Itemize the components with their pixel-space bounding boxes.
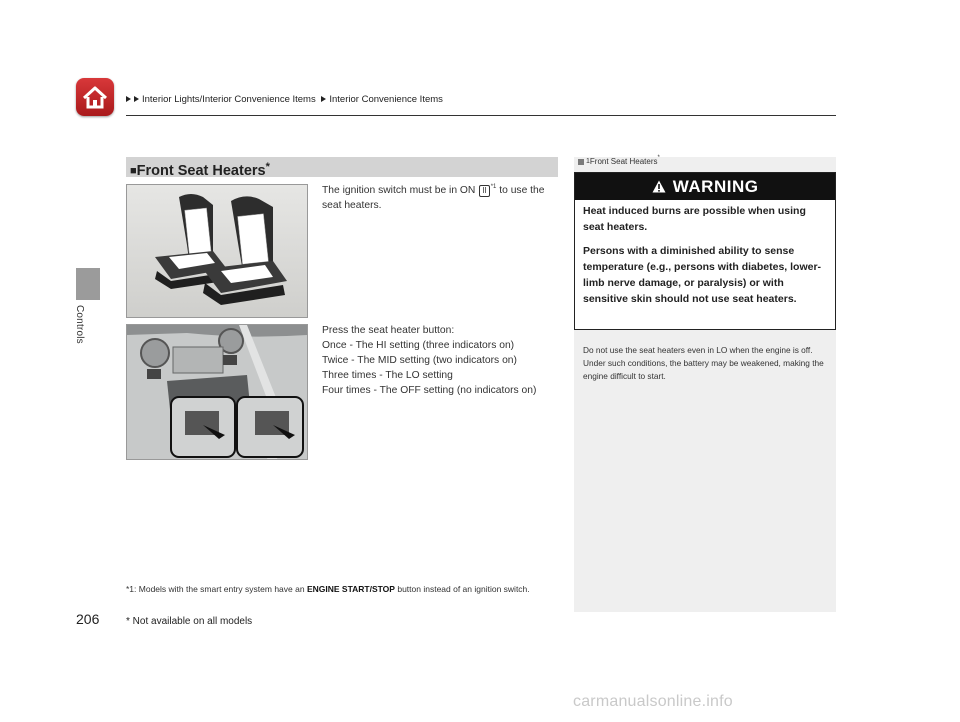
footnote-ref[interactable]: *1 bbox=[490, 184, 497, 190]
instruction-line: Four times - The OFF setting (no indicators on) bbox=[322, 385, 537, 396]
breadcrumb-item-1[interactable]: Interior Lights/Interior Convenience Items bbox=[142, 94, 316, 105]
instruction-line: Three times - The LO setting bbox=[322, 370, 453, 381]
page-number: 206 bbox=[76, 611, 100, 627]
warning-paragraph: Heat induced burns are possible when using seat heaters. bbox=[583, 205, 806, 233]
warning-header: WARNING bbox=[575, 173, 835, 200]
seat-heater-instructions bbox=[322, 323, 572, 398]
breadcrumb bbox=[126, 94, 443, 105]
reference-square-icon bbox=[578, 159, 584, 165]
side-notes-heading: 1Front Seat Heaters* bbox=[578, 157, 660, 166]
section-title: ■Front Seat Heaters* bbox=[130, 161, 270, 179]
home-button[interactable] bbox=[76, 78, 114, 116]
instruction-line: Twice - The MID setting (two indicators on) bbox=[322, 355, 517, 366]
home-icon bbox=[76, 78, 114, 116]
warning-paragraph: Persons with a diminished ability to sense temperature (e.g., persons with diabetes, lower-limb nerve damage, or paralysis) or with sensitive skin should not use seat heaters. bbox=[583, 245, 822, 305]
ignition-requirement-text: The ignition switch must be in ON II $^{*1}$ to use the seat heaters. bbox=[322, 184, 545, 211]
availability-note: * Not available on all models bbox=[126, 616, 253, 627]
warning-text bbox=[583, 203, 828, 315]
side-note-text: Do not use the seat heaters even in LO when the engine is off. Under such conditions, the battery may be weakened, making the engine difficult to start. bbox=[583, 345, 824, 381]
header-rule bbox=[126, 115, 836, 116]
instruction-line: Once - The HI setting (three indicators on) bbox=[322, 340, 515, 351]
footnote-text: *1: Models with the smart entry system have an ENGINE START/STOP button instead of an ignition switch. bbox=[126, 584, 530, 594]
chapter-tab-marker bbox=[76, 268, 100, 300]
watermark: carmanualsonline.info bbox=[573, 693, 733, 710]
breadcrumb-item-2[interactable]: Interior Convenience Items bbox=[329, 94, 443, 105]
ignition-position-key: II bbox=[479, 185, 489, 197]
seat-heater-buttons-photo bbox=[126, 324, 308, 460]
chapter-tab-label[interactable]: Controls bbox=[74, 305, 85, 344]
front-seats-illustration bbox=[126, 184, 308, 318]
warning-triangle-icon bbox=[652, 177, 673, 196]
instruction-line: Press the seat heater button: bbox=[322, 325, 455, 336]
